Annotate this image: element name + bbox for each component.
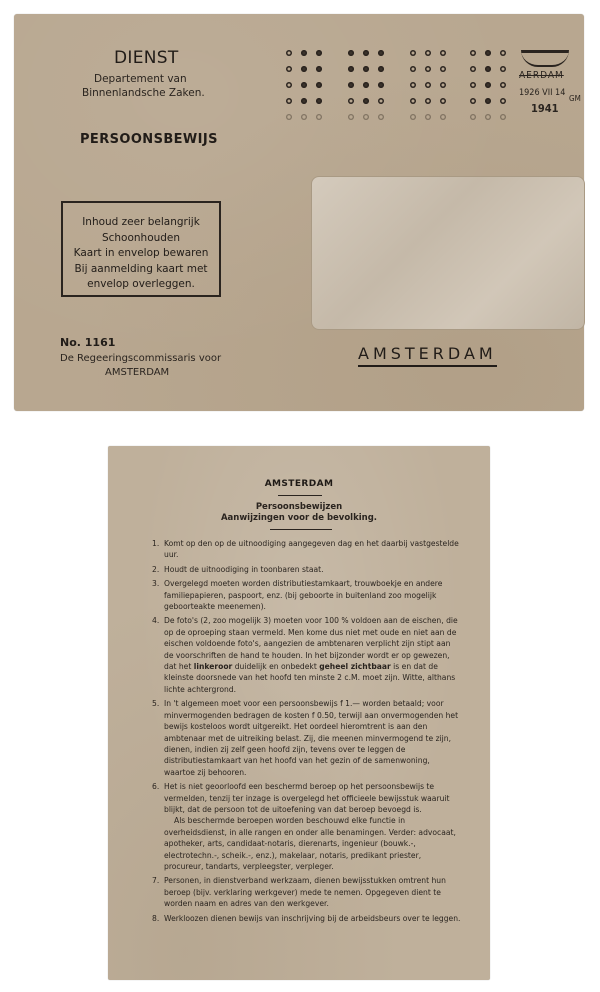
- address-window: [311, 176, 585, 330]
- department-line-2: Binnenlandsche Zaken.: [82, 87, 205, 99]
- list-item: [152, 538, 462, 561]
- card-subtitle: [108, 502, 490, 524]
- postmark-city: AERDAM: [519, 70, 564, 81]
- department-block: [82, 72, 282, 100]
- notice-line: Bij aanmelding kaart met: [74, 262, 208, 275]
- perforation-group-4: [468, 46, 514, 126]
- card-city: AMSTERDAM: [264, 479, 334, 489]
- sender-line-2: AMSTERDAM: [105, 367, 170, 378]
- item-number: 6.: [152, 782, 160, 792]
- list-item: [152, 875, 462, 909]
- perforation-pattern: [284, 46, 509, 126]
- perforation-group-1: [284, 46, 330, 126]
- item-text: De foto's (2, zoo mogelijk 3) moeten voor 100 % voldoen aan de eischen, die op de oproeping staan vermeld. Men kome dus niet met oude en niet aan de eischen voldoende foto's, aangezien de ambtenaren verplicht zijn stipt aan de voorschriften de hand te houden. In het bijzonder wordt er op gewezen, dat het: [164, 616, 458, 672]
- list-item: [152, 615, 462, 695]
- perforation-group-2: [346, 46, 392, 126]
- item-text: Werkloozen dienen bewijs van inschrijving bij de arbeidsbeurs over te leggen.: [164, 913, 461, 923]
- notice-line: Inhoud zeer belangrijk: [82, 216, 200, 228]
- item-emphasis: geheel zichtbaar: [319, 662, 391, 672]
- list-item: [152, 564, 462, 575]
- item-paragraph: Als beschermde beroepen worden beschouwd elke functie in overheidsdienst, in alle rangen en onder alle benamingen. Verder: advocaat, apotheker, arts, candidaat-notaris, dierenarts, ingenieur (bouwk.-, electrotechn.-, scheik.-, enz.), makelaar, notaris, predikant priester, procureur, tandarts, verpleegster, verpleger.: [164, 816, 456, 871]
- sender-line-1: De Regeeringscommissaris voor: [60, 353, 222, 364]
- instruction-list: [152, 538, 462, 927]
- item-emphasis: linkeroor: [193, 662, 233, 672]
- destination-city: AMSTERDAM: [358, 344, 497, 367]
- notice-box: [61, 201, 221, 297]
- postmark-side: GM: [569, 94, 581, 103]
- card-subtitle-line-2: Aanwijzingen voor de bevolking.: [220, 513, 378, 523]
- item-number: 3.: [152, 579, 160, 589]
- notice-line: envelop overleggen.: [87, 278, 195, 290]
- card-subtitle-line-1: Persoonsbewijzen: [255, 502, 343, 512]
- list-item: [152, 781, 462, 872]
- list-item: [152, 698, 462, 778]
- item-text: duidelijk en onbedekt: [232, 662, 320, 672]
- divider: [270, 529, 332, 530]
- item-number: 7.: [152, 876, 160, 886]
- notice-line: Schoonhouden: [101, 231, 181, 244]
- postmark-stamp: [519, 48, 581, 118]
- envelope: [14, 14, 584, 411]
- divider: [278, 495, 322, 496]
- item-number: 2.: [152, 564, 160, 574]
- instruction-card: [108, 446, 490, 980]
- item-text: Personen, in dienstverband werkzaam, dienen bewijsstukken omtrent hun beroep (bijv. verklaring werkgever) mede te nemen. Opgegeven dient te worden naam en adres van den werkgever.: [164, 876, 446, 909]
- item-number: 8.: [152, 913, 160, 923]
- envelope-number: No. 1161: [60, 336, 116, 349]
- sender-block: [60, 352, 221, 380]
- perforation-group-3: [408, 46, 454, 126]
- department-line-1: Departement van: [94, 73, 187, 85]
- envelope-title: DIENST: [114, 48, 179, 68]
- item-text: Komt op den op de uitnoodiging aangegeven dag en het daarbij vastgestelde uur.: [164, 539, 459, 560]
- postmark-crown-icon: [521, 50, 569, 67]
- item-text: Overgelegd moeten worden distributiestamkaart, trouwboekje en andere familiepapieren, paspoort, enz. (bij geboorte in buitenland zoo mogelijk geboorteakte meenemen).: [164, 579, 443, 612]
- document-type: PERSOONSBEWIJS: [80, 132, 218, 147]
- item-text: is en dat de kleinste doorsnede van het hoofd ten minste 2 c.M. moet zijn. Witte, althans lichte achtergrond.: [164, 662, 456, 694]
- item-number: 1.: [152, 539, 160, 548]
- postmark-date: 1926 VII 14: [519, 88, 566, 98]
- item-text: Het is niet geoorloofd een beschermd beroep op het persoonsbewijs te vermelden, tenzij ter inzage is overgelegd het officieele bewijsstuk waaruit blijkt, dat de persoon tot de uitoefening van dat beroep bevoegd is.: [164, 782, 450, 814]
- item-number: 4.: [152, 616, 160, 626]
- item-number: 5.: [152, 699, 160, 709]
- list-item: [152, 578, 462, 612]
- item-text: Houdt de uitnoodiging in toonbaren staat.: [164, 564, 324, 574]
- postmark-year: 1941: [531, 102, 559, 115]
- notice-line: Kaart in envelop bewaren: [73, 247, 209, 259]
- list-item: [152, 913, 462, 924]
- item-text: In 't algemeen moet voor een persoonsbewijs f 1.— worden betaald; voor minvermogenden bedragen de kosten f 0.50, terwijl aan onvermogenden het bewijs kosteloos wordt uitgereikt. Het oordeel hieromtrent is aan den ambtenaar met de uitreiking belast. Zij, die meenen minvermogend te zijn, dienen, indien zij zelf geen hoofd zijn, tevens over te leggen de distributiestamkaart van het hoofd van het gezin of de samenwoning, waartoe zij behooren.: [164, 699, 459, 777]
